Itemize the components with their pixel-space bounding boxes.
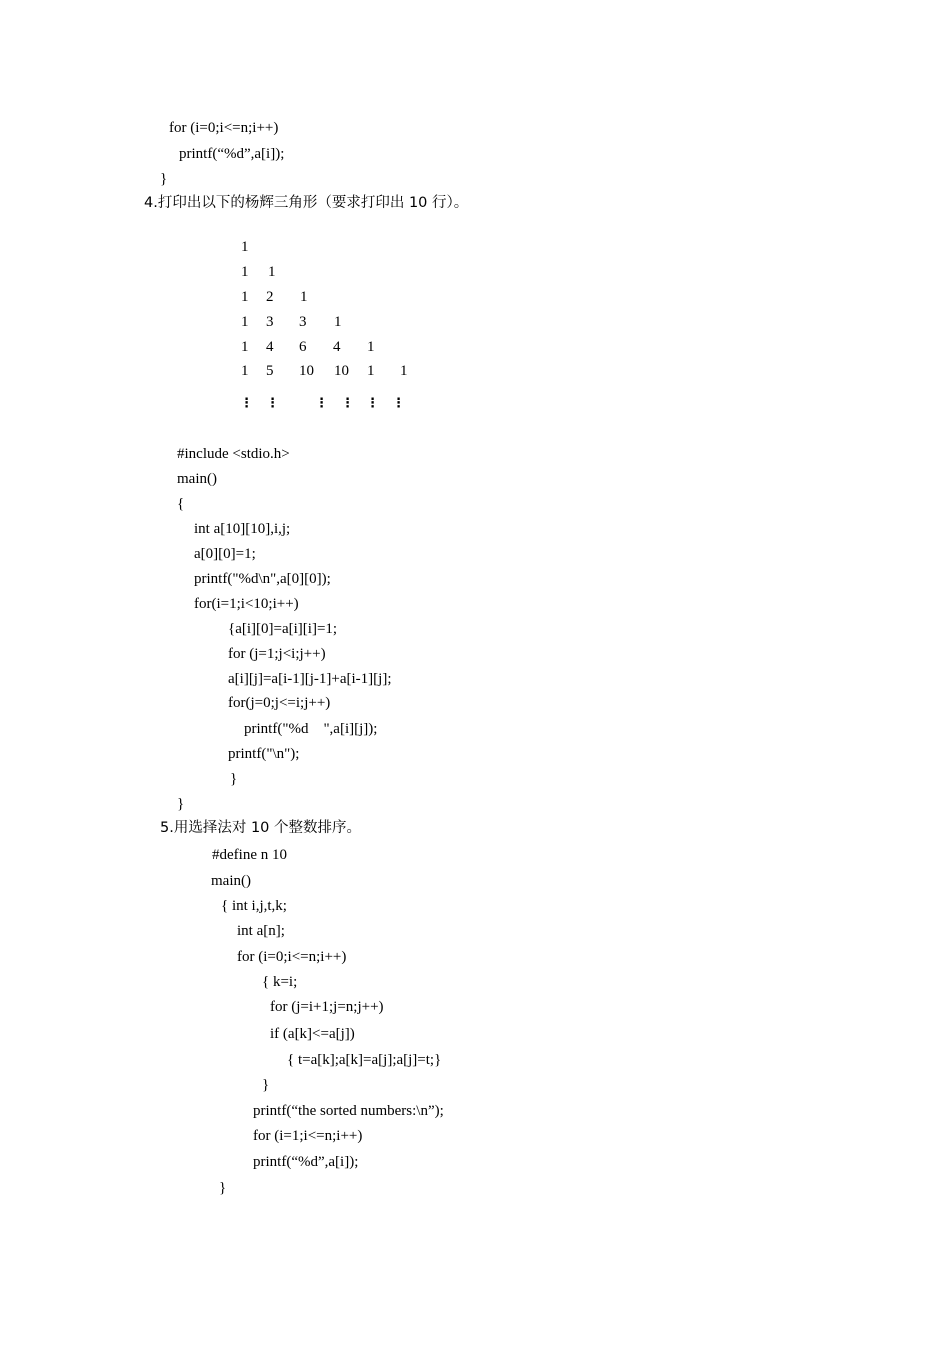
code-line: { int i,j,t,k; — [221, 898, 287, 914]
triangle-cell: 3 — [299, 314, 307, 330]
triangle-cell: 4 — [333, 339, 341, 355]
code-line: printf("\n"); — [228, 746, 300, 762]
triangle-dots: ⋮ — [341, 396, 354, 411]
triangle-dots: ⋮ — [315, 396, 328, 411]
triangle-cell: 1 — [241, 339, 249, 355]
code-line: } — [230, 771, 238, 787]
triangle-cell: 1 — [241, 314, 249, 330]
code-line: #include <stdio.h> — [177, 446, 290, 462]
triangle-dots: ⋮ — [266, 396, 279, 411]
code-line: #define n 10 — [212, 847, 287, 863]
triangle-cell: 3 — [266, 314, 274, 330]
code-line: for(i=1;i<10;i++) — [194, 596, 299, 612]
code-line: printf(“%d”,a[i]); — [253, 1154, 359, 1170]
code-line: for (j=1;j<i;j++) — [228, 646, 326, 662]
code-line: for (j=i+1;j=n;j++) — [270, 999, 384, 1015]
triangle-dots: ⋮ — [392, 396, 405, 411]
code-line: main() — [211, 873, 251, 889]
code-line: int a[10][10],i,j; — [194, 521, 291, 537]
code-line: } — [160, 171, 168, 187]
triangle-cell: 1 — [241, 264, 249, 280]
triangle-cell: 1 — [241, 363, 249, 379]
triangle-cell: 1 — [268, 264, 276, 280]
code-line: for (i=1;i<=n;i++) — [253, 1128, 363, 1144]
code-line: for (i=0;i<=n;i++) — [237, 949, 347, 965]
code-line: printf(“the sorted numbers:\n”); — [253, 1103, 444, 1119]
section-4-heading: 4.打印出以下的杨辉三角形（要求打印出 10 行）。 — [144, 195, 469, 211]
code-line: } — [177, 796, 185, 812]
triangle-cell: 10 — [334, 363, 349, 379]
code-line: a[i][j]=a[i-1][j-1]+a[i-1][j]; — [228, 671, 392, 687]
triangle-dots: ⋮ — [240, 396, 253, 411]
triangle-dots: ⋮ — [366, 396, 379, 411]
code-line: {a[i][0]=a[i][i]=1; — [228, 621, 338, 637]
triangle-cell: 1 — [241, 239, 249, 255]
code-line: { k=i; — [262, 974, 298, 990]
triangle-cell: 1 — [400, 363, 408, 379]
triangle-cell: 1 — [241, 289, 249, 305]
triangle-cell: 6 — [299, 339, 307, 355]
code-line: for(j=0;j<=i;j++) — [228, 695, 331, 711]
code-line: if (a[k]<=a[j]) — [270, 1026, 355, 1042]
triangle-cell: 5 — [266, 363, 274, 379]
triangle-cell: 1 — [300, 289, 308, 305]
triangle-cell: 4 — [266, 339, 274, 355]
section-5-heading: 5.用选择法对 10 个整数排序。 — [160, 820, 362, 836]
triangle-cell: 2 — [266, 289, 274, 305]
code-line: { t=a[k];a[k]=a[j];a[j]=t;} — [287, 1052, 442, 1068]
code-line: { — [177, 496, 185, 512]
code-line: printf("%d\n",a[0][0]); — [194, 571, 331, 587]
code-line: } — [262, 1077, 270, 1093]
code-line: int a[n]; — [237, 923, 285, 939]
code-line: a[0][0]=1; — [194, 546, 256, 562]
triangle-cell: 1 — [334, 314, 342, 330]
code-line: printf(“%d”,a[i]); — [179, 146, 285, 162]
triangle-cell: 1 — [367, 339, 375, 355]
triangle-cell: 10 — [299, 363, 314, 379]
code-line: printf("%d ",a[i][j]); — [244, 721, 378, 737]
code-line: main() — [177, 471, 217, 487]
code-line: } — [219, 1180, 227, 1196]
code-line: for (i=0;i<=n;i++) — [169, 120, 279, 136]
triangle-cell: 1 — [367, 363, 375, 379]
